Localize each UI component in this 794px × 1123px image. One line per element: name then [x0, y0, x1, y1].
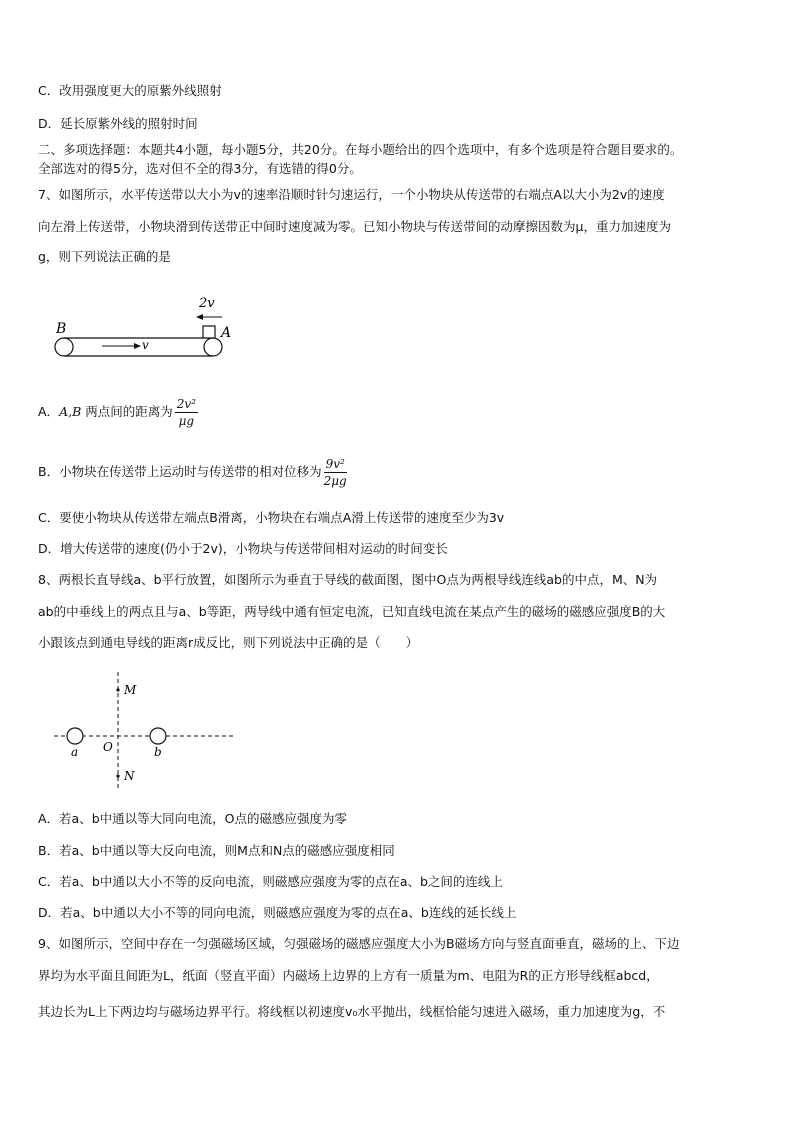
q7-stem-1: 7、如图所示，水平传送带以大小为v的速率沿顺时针匀速运行，一个小物块从传送带的右端点A以大小为2v的速度: [38, 187, 665, 202]
point-M: [116, 688, 119, 691]
q7-option-b: B．小物块在传送带上运动时与传送带的相对位移为 $\frac{\text{9v²}}{2\mu g}$: [38, 457, 347, 488]
left-pulley: [55, 338, 73, 356]
q8-stem-1: 8、两根长直导线a、b平行放置，如图所示为垂直于导线的截面图，图中O点为两根导线连线ab的中点，M、N为: [38, 572, 658, 587]
q8-stem-2: ab的中垂线上的两点且与a、b等距，两导线中通有恒定电流，已知直线电流在某点产生的磁场的磁感应强度B的大: [38, 604, 666, 619]
label-M: M: [124, 683, 137, 697]
q8-option-c: C．若a、b中通以大小不等的反向电流，则磁感应强度为零的点在a、b之间的连线上: [38, 874, 503, 889]
label-2v: 2v: [199, 296, 215, 311]
q9-stem-2: 界均为水平面且间距为L，纸面（竖直平面）内磁场上边界的上方有一质量为m、电阻为R的正方形导线框abcd，: [38, 968, 659, 983]
option-6d: D．延长原紫外线的照射时间: [38, 116, 198, 131]
fraction-a: $\frac{\text{2v²}}{\mu g}$: [176, 397, 196, 428]
label-b: b: [154, 745, 162, 759]
point-N: [116, 774, 119, 777]
q7-option-d: D．增大传送带的速度(仍小于2v)，小物块与传送带间相对运动的时间变长: [38, 541, 448, 556]
q9-stem-1: 9、如图所示，空间中存在一匀强磁场区域，匀强磁场的磁感应强度大小为B磁场方向与竖直面垂直，磁场的上、下边: [38, 936, 680, 951]
q7-option-a: A．A,B 两点间的距离为 $\frac{\text{2v²}}{\mu g}$: [38, 397, 196, 428]
q7-option-c: C．要使小物块从传送带左端点B滑离，小物块在右端点A滑上传送带的速度至少为3v: [38, 510, 505, 525]
q9-stem-3: 其边长为L上下两边均与磁场边界平行。将线框以初速度v₀水平抛出，线框恰能匀速进入磁场，重力加速度为g，不: [38, 1004, 666, 1019]
section-2-heading-1: 二、多项选择题：本题共4小题，每小题5分，共20分。在每小题给出的四个选项中，有多个选项是符合题目要求的。: [38, 142, 683, 157]
q7-stem-2: 向左滑上传送带，小物块滑到传送带正中间时速度减为零。已知小物块与传送带间的动摩擦因数为μ，重力加速度为: [38, 219, 671, 234]
right-pulley: [204, 338, 222, 356]
option-6c: C．改用强度更大的原紫外线照射: [38, 83, 222, 98]
wire-b: [150, 728, 166, 744]
wires-figure: [50, 668, 240, 798]
label-O: O: [103, 740, 113, 754]
q8-option-d: D．若a、b中通以大小不等的同向电流，则磁感应强度为零的点在a、b连线的延长线上: [38, 905, 517, 920]
q8-option-b: B．若a、b中通以等大反向电流，则M点和N点的磁感应强度相同: [38, 843, 395, 858]
arrow-v-head: [134, 343, 141, 349]
block: [203, 326, 215, 338]
label-a: a: [71, 745, 79, 759]
q8-option-a: A．若a、b中通以等大同向电流，O点的磁感应强度为零: [38, 811, 347, 826]
q7-stem-3: g，则下列说法正确的是: [38, 249, 171, 264]
label-B: B: [56, 321, 67, 337]
conveyor-belt-figure: [50, 290, 250, 370]
label-A: A: [221, 325, 232, 341]
section-2-heading-2: 全部选对的得5分，选对但不全的得3分，有选错的得0分。: [38, 161, 362, 176]
label-N: N: [124, 769, 135, 783]
q8-stem-3: 小跟该点到通电导线的距离r成反比，则下列说法中正确的是（ ）: [38, 635, 419, 650]
fraction-b: $\frac{\text{9v²}}{2\mu g}$: [323, 457, 347, 488]
wire-a: [67, 728, 83, 744]
arrow-2v-head: [196, 314, 203, 320]
label-v: v: [142, 338, 149, 352]
